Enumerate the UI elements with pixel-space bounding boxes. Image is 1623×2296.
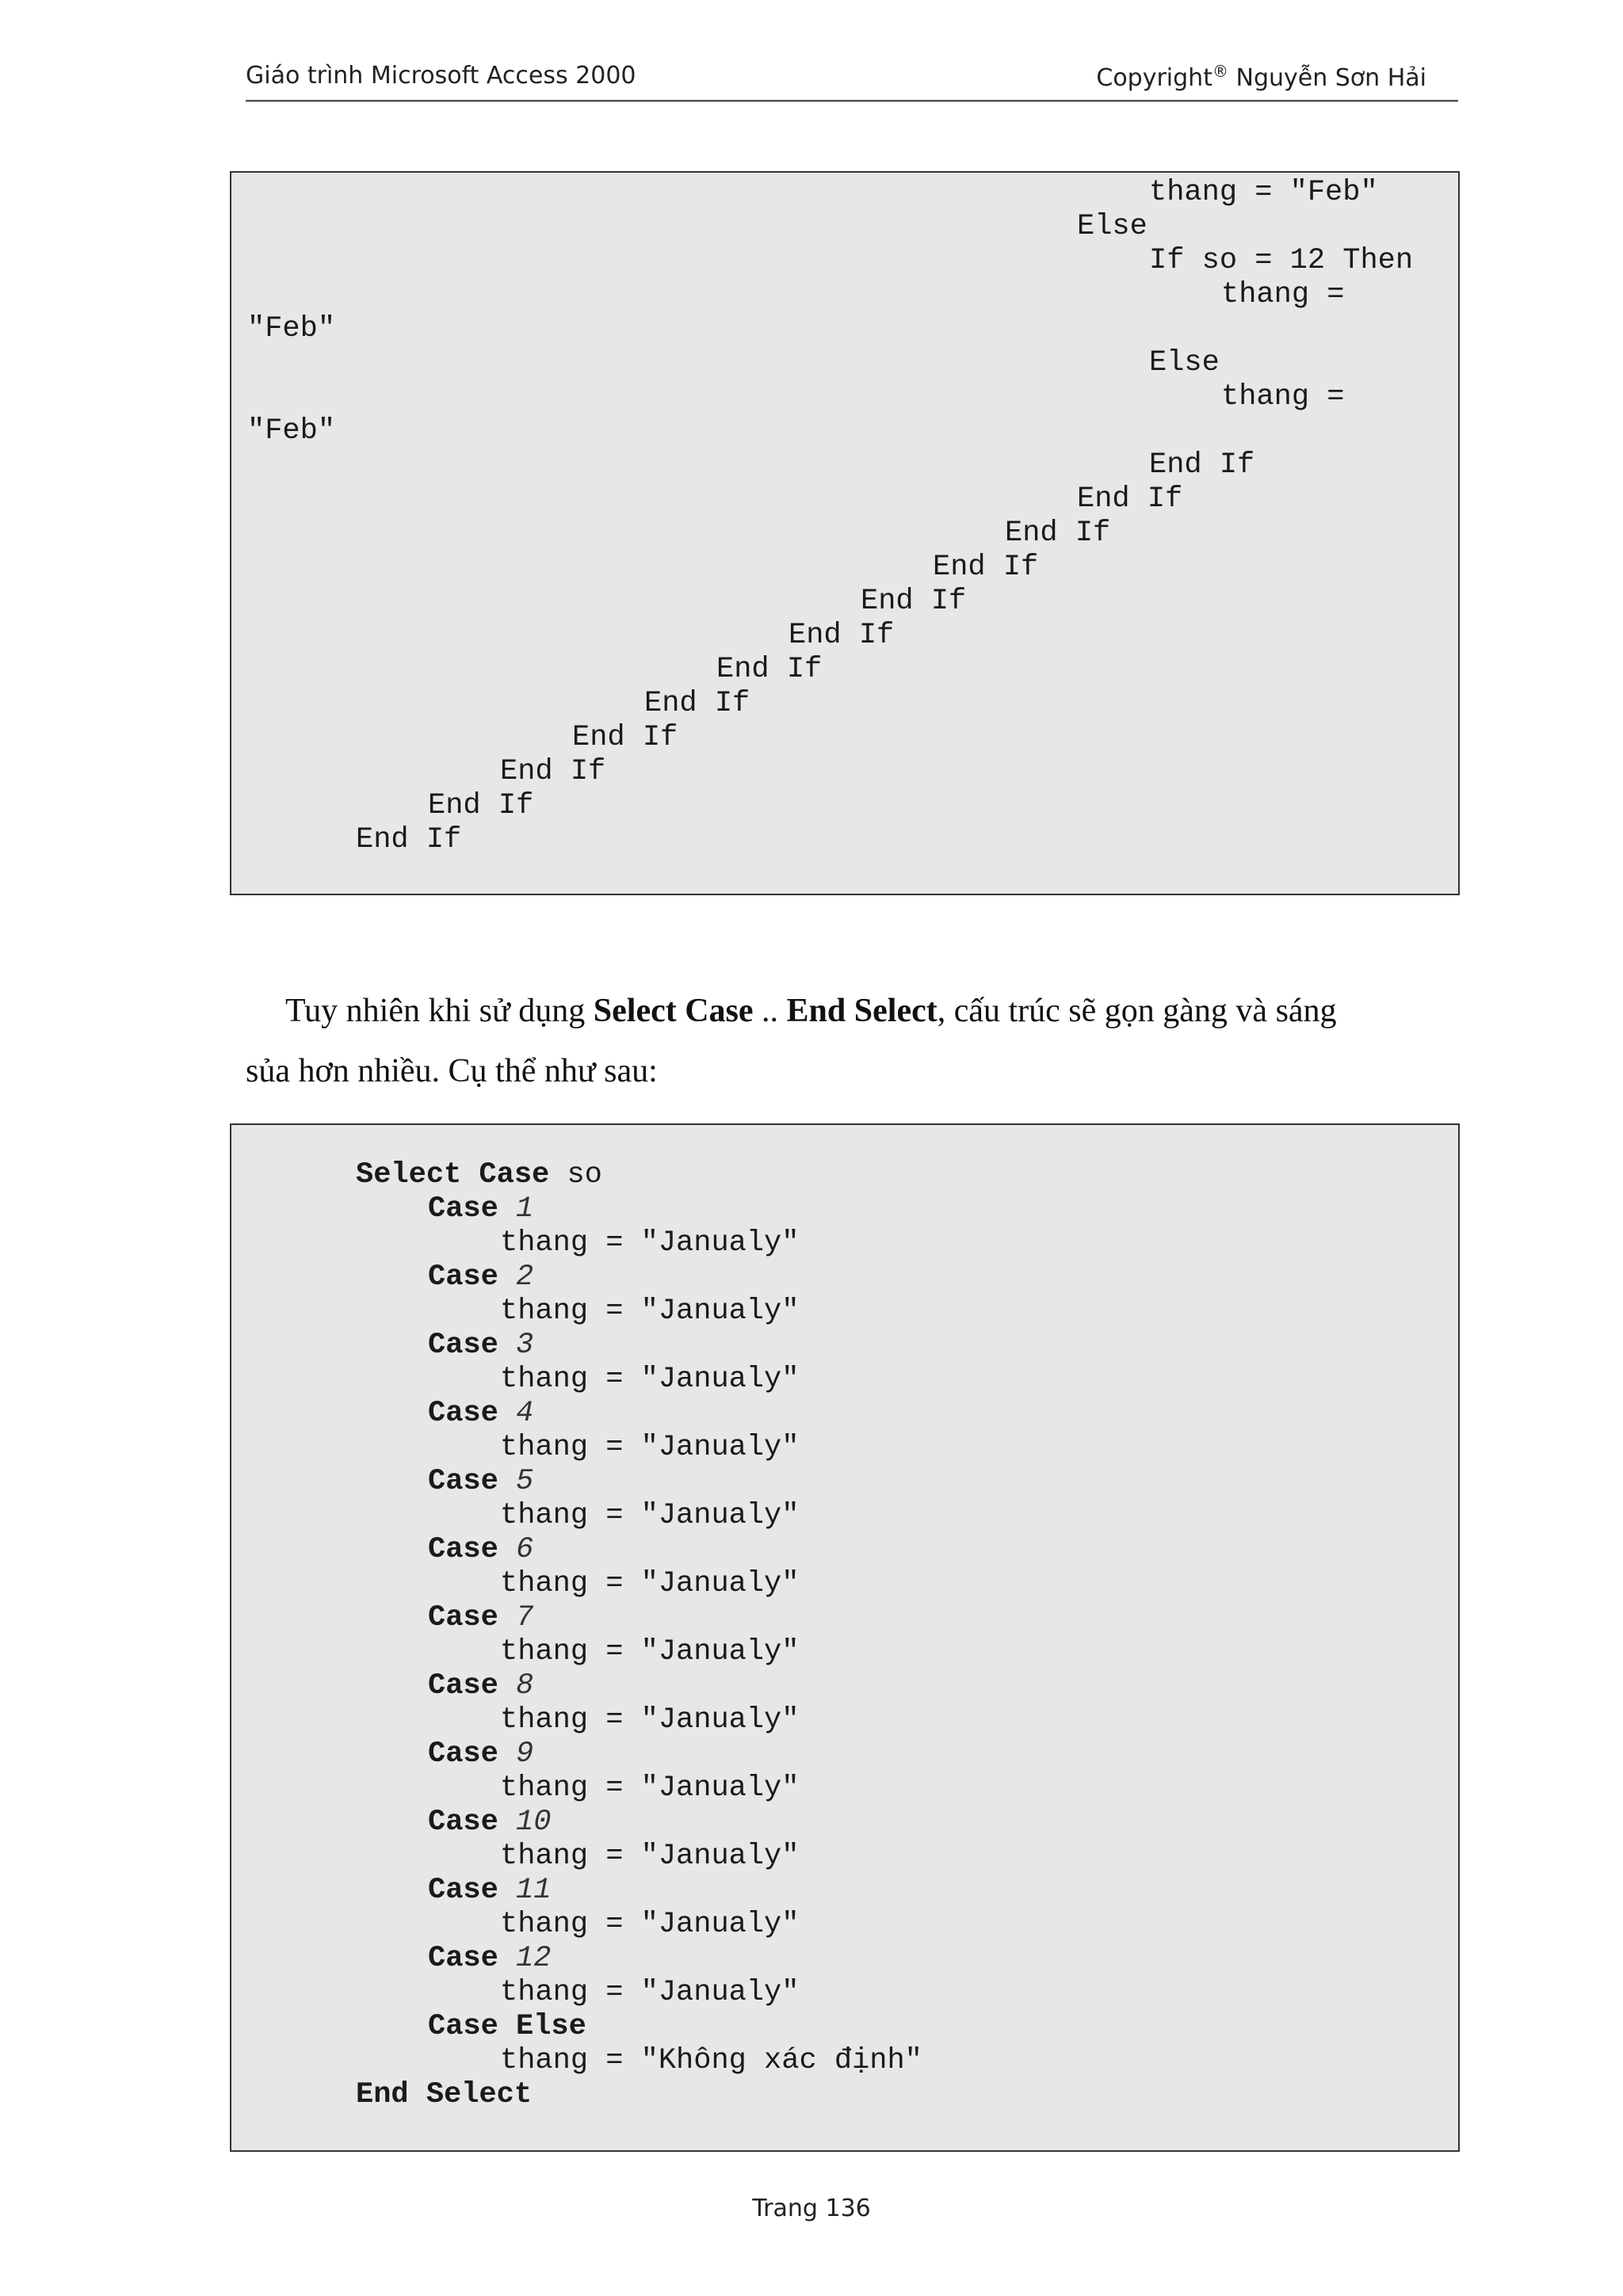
code-line-assign: thang = "Janualy" <box>500 1703 800 1737</box>
code-line-case-else: Case Else <box>428 2010 586 2043</box>
code-line: End If <box>572 721 678 754</box>
header-copyright: Copyright® Nguyễn Sơn Hải <box>1096 62 1426 92</box>
code-line-assign: thang = "Janualy" <box>500 1226 800 1260</box>
registered-mark: ® <box>1212 62 1228 81</box>
code-line: End If <box>644 687 750 720</box>
code-line: Else <box>1149 346 1220 379</box>
code-block-select-case <box>230 1123 1460 2152</box>
code-line-assign: thang = "Janualy" <box>500 1499 800 1532</box>
code-line: "Feb" <box>247 414 336 448</box>
code-line-assign: thang = "Janualy" <box>500 1976 800 2009</box>
page-number: Trang 136 <box>752 2195 871 2222</box>
code-line: Else <box>1077 210 1148 243</box>
code-line-case: Case 2 <box>428 1261 534 1294</box>
code-block-nested-if <box>230 171 1460 895</box>
code-line: End If <box>1077 482 1183 516</box>
body-paragraph-line-1: Tuy nhiên khi sử dụng Select Case .. End Select, cấu trúc sẽ gọn gàng và sáng <box>285 993 1337 1029</box>
code-line: End If <box>716 653 823 686</box>
code-line: End If <box>428 789 534 822</box>
code-line: thang = <box>1221 380 1345 414</box>
page-header <box>246 62 1458 101</box>
code-line-case: Case 8 <box>428 1669 534 1703</box>
code-line-assign: thang = "Janualy" <box>500 1431 800 1464</box>
code-line-case: Case 7 <box>428 1601 534 1634</box>
code-line: End If <box>356 823 462 856</box>
code-line-end-select: End Select <box>356 2078 533 2111</box>
code-line-case: Case 5 <box>428 1465 534 1498</box>
code-line-assign: thang = "Janualy" <box>500 1772 800 1805</box>
code-line: If so = 12 Then <box>1149 244 1414 277</box>
code-line-case: Case 4 <box>428 1397 534 1430</box>
code-line: End If <box>500 755 606 788</box>
code-line-assign: thang = "Janualy" <box>500 1908 800 1941</box>
code-line-case: Case 6 <box>428 1533 534 1566</box>
code-line: End If <box>933 551 1039 584</box>
code-line-case: Case 9 <box>428 1737 534 1771</box>
header-book-title: Giáo trình Microsoft Access 2000 <box>246 62 636 90</box>
code-line-select: Select Case so <box>356 1158 602 1192</box>
code-line: thang = "Feb" <box>1149 176 1378 209</box>
code-line-case: Case 11 <box>428 1874 552 1907</box>
code-line: "Feb" <box>247 312 336 345</box>
code-line-assign: thang = "Không xác định" <box>500 2044 922 2077</box>
code-line-case: Case 3 <box>428 1329 534 1362</box>
code-line: End If <box>789 619 895 652</box>
body-paragraph-line-2: sủa hơn nhiều. Cụ thể như sau: <box>246 1053 658 1089</box>
code-line: thang = <box>1221 278 1345 311</box>
code-line-assign: thang = "Janualy" <box>500 1295 800 1328</box>
code-line: End If <box>1005 517 1111 550</box>
code-line-assign: thang = "Janualy" <box>500 1363 800 1396</box>
header-rule <box>246 100 1458 102</box>
code-line-assign: thang = "Janualy" <box>500 1567 800 1600</box>
code-line-case: Case 1 <box>428 1192 534 1226</box>
code-line: End If <box>1149 448 1255 482</box>
code-line-case: Case 10 <box>428 1806 552 1839</box>
keyword-end-select: End Select <box>786 993 938 1029</box>
code-line-assign: thang = "Janualy" <box>500 1635 800 1669</box>
code-line-case: Case 12 <box>428 1942 552 1975</box>
keyword-select-case: Select Case <box>593 993 754 1029</box>
code-line-assign: thang = "Janualy" <box>500 1840 800 1873</box>
code-line: End If <box>861 585 967 618</box>
